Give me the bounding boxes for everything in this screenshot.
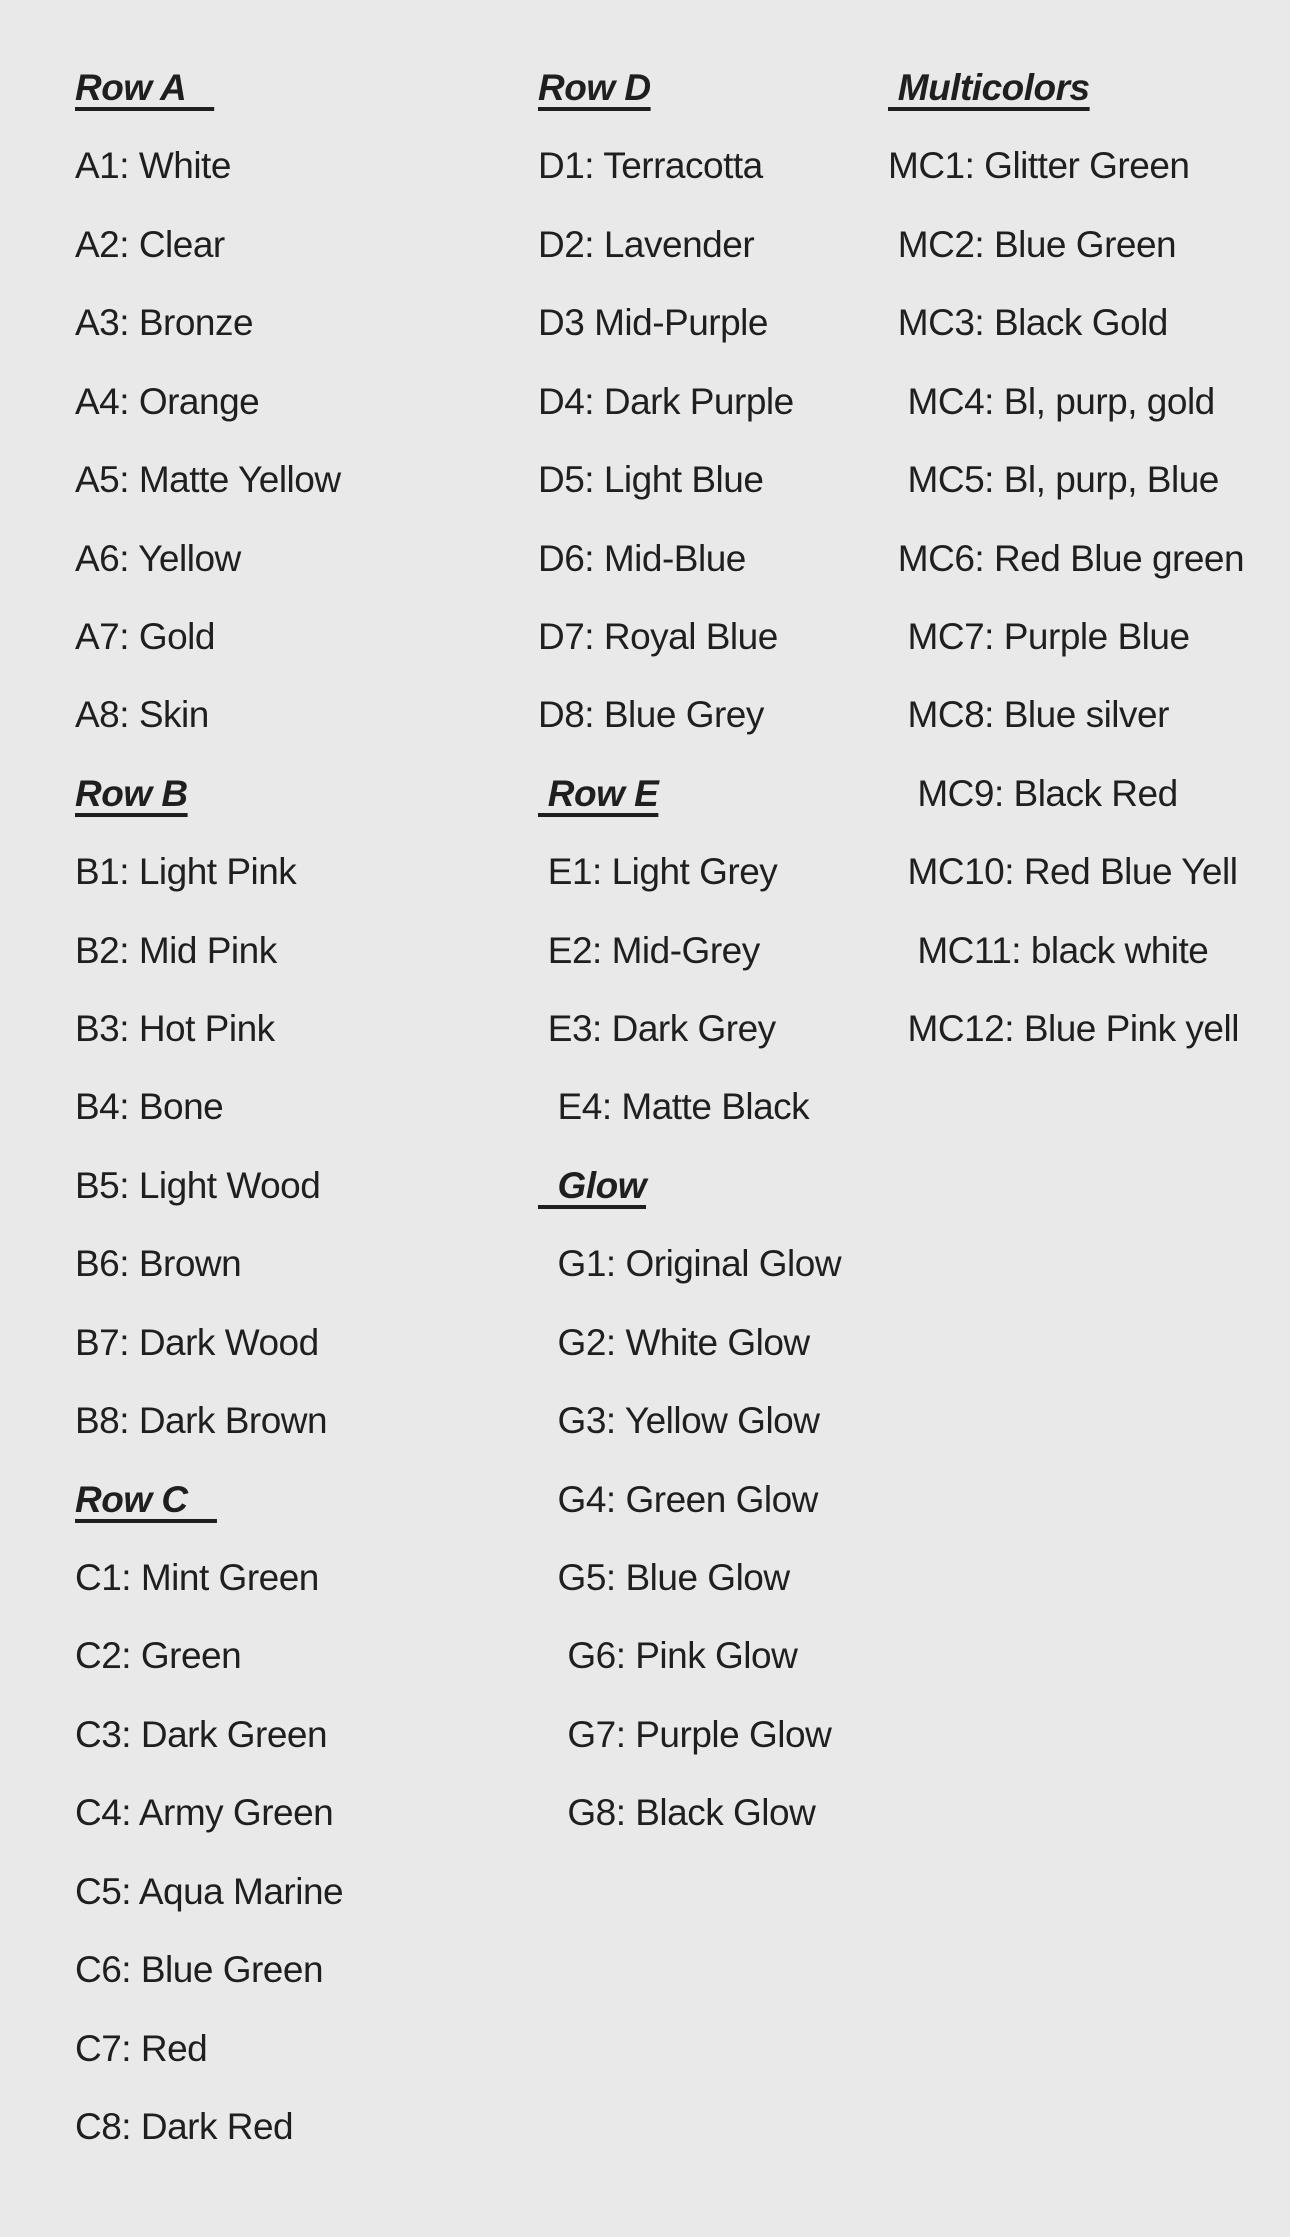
list-item-e3 [538,990,841,1068]
list-item-b7 [75,1304,343,1382]
item-label: G3: Yellow Glow [538,1400,820,1442]
list-item-b6 [75,1225,343,1303]
list-item-d2 [538,206,841,284]
list-item-d6 [538,520,841,598]
item-label: D8: Blue Grey [538,694,764,736]
list-item-b1 [75,833,343,911]
list-item-mc2 [888,206,1244,284]
item-label: G2: White Glow [538,1321,810,1363]
section-heading-row-e [538,755,841,833]
item-label: D7: Royal Blue [538,615,778,657]
item-label: D6: Mid-Blue [538,537,746,579]
list-item-mc4 [888,363,1244,441]
list-item-mc10 [888,833,1244,911]
item-label: B5: Light Wood [75,1164,321,1206]
item-label: B1: Light Pink [75,851,297,893]
list-item-c6 [75,1931,343,2009]
list-item-g5 [538,1539,841,1617]
item-label: D2: Lavender [538,223,755,265]
item-label: B7: Dark Wood [75,1321,319,1363]
item-label: A4: Orange [75,380,260,422]
list-item-d8 [538,676,841,754]
section-heading-row-b [75,755,343,833]
item-label: E4: Matte Black [538,1086,810,1128]
item-label: MC6: Red Blue green [888,537,1245,579]
list-item-a6 [75,520,343,598]
item-label: MC11: black white [888,929,1209,971]
item-label: MC8: Blue silver [888,694,1169,736]
list-item-mc11 [888,912,1244,990]
item-label: A1: White [75,145,231,187]
column-rows-d-e-glow [538,49,841,1853]
item-label: C2: Green [75,1635,242,1677]
list-item-c8 [75,2088,343,2166]
list-item-a3 [75,284,343,362]
item-label: MC5: Bl, purp, Blue [888,459,1219,501]
list-item-e2 [538,912,841,990]
list-item-mc5 [888,441,1244,519]
list-item-c4 [75,1774,343,1852]
item-label: MC12: Blue Pink yell [888,1008,1239,1050]
list-item-mc9 [888,755,1244,833]
list-item-a7 [75,598,343,676]
item-label: C7: Red [75,2027,208,2069]
heading-label: Row D [538,67,651,108]
list-item-b3 [75,990,343,1068]
section-heading-row-a [75,49,343,127]
list-item-mc8 [888,676,1244,754]
list-item-mc6 [888,520,1244,598]
item-label: C3: Dark Green [75,1713,328,1755]
list-item-mc12 [888,990,1244,1068]
heading-label: Glow [538,1164,646,1206]
item-label: B6: Brown [75,1243,242,1285]
item-label: G1: Original Glow [538,1243,842,1285]
list-item-b5 [75,1147,343,1225]
list-item-a1 [75,127,343,205]
item-label: A5: Matte Yellow [75,459,341,501]
item-label: A6: Yellow [75,537,241,579]
item-label: C8: Dark Red [75,2105,294,2147]
column-multicolors [888,49,1244,1068]
list-item-mc3 [888,284,1244,362]
item-label: C1: Mint Green [75,1557,319,1599]
list-item-c2 [75,1617,343,1695]
list-item-g3 [538,1382,841,1460]
list-item-d3 [538,284,841,362]
item-label: D1: Terracotta [538,145,763,187]
list-item-c5 [75,1853,343,1931]
list-item-e4 [538,1068,841,1146]
list-item-c7 [75,2010,343,2088]
list-item-d4 [538,363,841,441]
item-label: A8: Skin [75,694,209,736]
item-label: A7: Gold [75,615,215,657]
heading-label: Row E [538,772,659,814]
item-label: C6: Blue Green [75,1949,324,1991]
item-label: MC2: Blue Green [888,223,1177,265]
item-label: B2: Mid Pink [75,929,277,971]
list-item-g6 [538,1617,841,1695]
list-item-a8 [75,676,343,754]
heading-label: Row C [75,1478,217,1520]
item-label: E3: Dark Grey [538,1008,776,1050]
list-item-g7 [538,1696,841,1774]
item-label: B4: Bone [75,1086,224,1128]
heading-label: Row B [75,772,188,814]
item-label: D4: Dark Purple [538,380,794,422]
list-item-g2 [538,1304,841,1382]
section-heading-glow [538,1147,841,1225]
item-label: MC4: Bl, purp, gold [888,380,1215,422]
item-label: A3: Bronze [75,302,254,344]
item-label: B8: Dark Brown [75,1400,328,1442]
item-label: MC10: Red Blue Yell [888,851,1238,893]
list-item-mc1 [888,127,1244,205]
heading-label: Multicolors [888,67,1090,108]
list-item-b2 [75,912,343,990]
list-item-d7 [538,598,841,676]
item-label: G4: Green Glow [538,1478,818,1520]
item-label: MC1: Glitter Green [888,145,1190,187]
list-item-g1 [538,1225,841,1303]
item-label: A2: Clear [75,223,225,265]
item-label: MC9: Black Red [888,772,1178,814]
section-heading-row-d [538,49,841,127]
list-item-a2 [75,206,343,284]
column-rows-a-b-c [75,49,343,2166]
heading-label: Row A [75,67,215,108]
section-heading-row-c [75,1461,343,1539]
item-label: G8: Black Glow [538,1792,816,1834]
item-label: E2: Mid-Grey [538,929,760,971]
list-item-d5 [538,441,841,519]
item-label: C4: Army Green [75,1792,334,1834]
item-label: MC7: Purple Blue [888,615,1190,657]
item-label: B3: Hot Pink [75,1008,275,1050]
list-item-mc7 [888,598,1244,676]
item-label: G6: Pink Glow [538,1635,798,1677]
list-item-d1 [538,127,841,205]
item-label: C5: Aqua Marine [75,1870,344,1912]
list-item-g8 [538,1774,841,1852]
list-item-a5 [75,441,343,519]
list-item-b8 [75,1382,343,1460]
list-item-c1 [75,1539,343,1617]
item-label: D5: Light Blue [538,459,764,501]
item-label: E1: Light Grey [538,851,778,893]
list-item-g4 [538,1461,841,1539]
section-heading-multicolors [888,49,1244,127]
list-item-c3 [75,1696,343,1774]
list-item-e1 [538,833,841,911]
list-item-a4 [75,363,343,441]
item-label: G7: Purple Glow [538,1713,832,1755]
item-label: D3 Mid-Purple [538,302,768,344]
item-label: MC3: Black Gold [888,302,1168,344]
list-item-b4 [75,1068,343,1146]
item-label: G5: Blue Glow [538,1557,790,1599]
